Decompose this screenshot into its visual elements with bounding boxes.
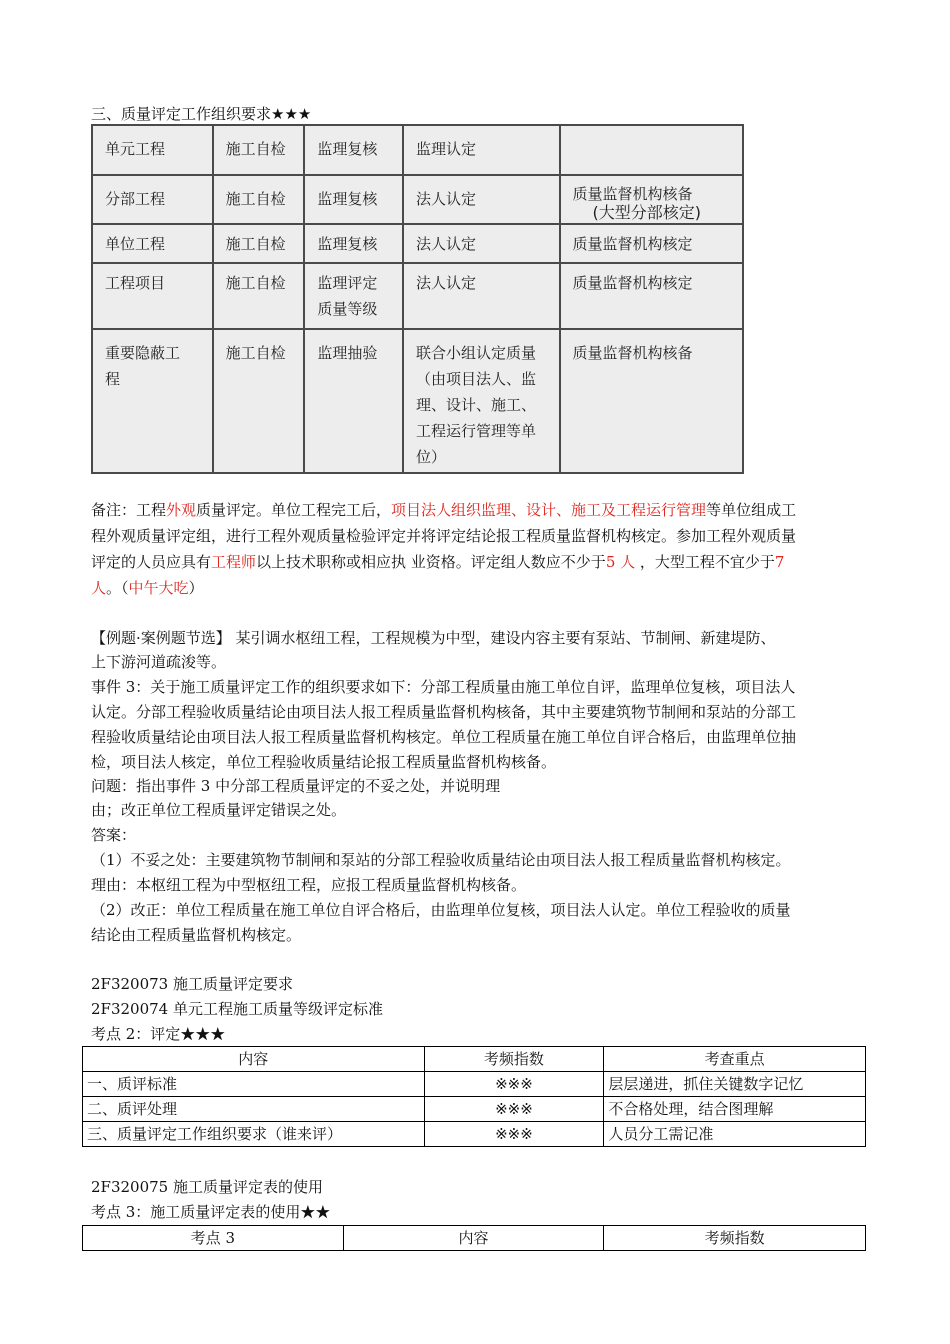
note-text: 等单位组成工: [706, 501, 797, 519]
column-header: 内容: [343, 1226, 604, 1251]
note-highlight: 中午大吃: [128, 579, 189, 597]
section-title: 三、质量评定工作组织要求★★★: [91, 105, 312, 123]
table-cell: 监理复核: [304, 125, 403, 175]
cell-text: 联合小组认定质量: [416, 344, 537, 362]
table-cell: 一、质评标准: [83, 1072, 425, 1097]
table-cell: 施工自检: [213, 175, 305, 224]
example-line: 上下游河道疏浚等。: [91, 653, 227, 671]
table-cell: ※※※: [424, 1097, 604, 1122]
table-cell: 监理复核: [304, 224, 403, 263]
example-line: 结论由工程质量监督机构核定。: [91, 926, 302, 944]
table-row: [83, 1097, 866, 1122]
organization-requirements-table: [91, 124, 744, 474]
cell-note: (大型分部核定): [592, 203, 702, 222]
cell-text: 重要隐蔽工: [105, 344, 181, 362]
column-header: 内容: [83, 1047, 425, 1072]
kp2-title: 考点 2：评定★★★: [91, 1025, 226, 1043]
cell-text: 监理评定: [317, 274, 378, 292]
note-highlight: 5 人: [605, 553, 636, 571]
table-cell: 监理复核: [304, 175, 403, 224]
table-cell: 法人认定: [403, 175, 560, 224]
table-cell: 施工自检: [213, 125, 305, 175]
note-line: 程外观质量评定组，进行工程外观质量检验评定并将评定结论报工程质量监督机构核定。参加工程外观质量: [91, 527, 797, 545]
cell-text: 质量等级: [317, 300, 378, 318]
kp2-table: [82, 1046, 866, 1147]
table-cell: [560, 125, 743, 175]
table-row: [83, 1072, 866, 1097]
column-header: 考频指数: [424, 1047, 604, 1072]
note-highlight: 工程师: [211, 553, 257, 571]
column-header: 考点 3: [83, 1226, 344, 1251]
example-line: 答案：: [91, 826, 137, 844]
table-cell: ※※※: [424, 1122, 604, 1147]
note-text: 质量评定。单位工程完工后，: [196, 501, 392, 519]
note-text: 。（: [106, 579, 129, 597]
example-line: 问题：指出事件 3 中分部工程质量评定的不妥之处，并说明理: [91, 777, 501, 795]
table-cell: [304, 263, 403, 329]
table-cell: [403, 329, 560, 473]
table-cell: ※※※: [424, 1072, 604, 1097]
table-cell: 分部工程: [92, 175, 213, 224]
table-header-row: [83, 1226, 866, 1251]
table-cell: [92, 329, 213, 473]
note-highlight: 人: [91, 579, 107, 597]
section-heading: 2F320074 单元工程施工质量等级评定标准: [91, 1000, 383, 1018]
example-line: 由；改正单位工程质量评定错误之处。: [91, 801, 347, 819]
table-cell: 监理抽验: [304, 329, 403, 473]
table-cell: 三、质量评定工作组织要求（谁来评）: [83, 1122, 425, 1147]
cell-text: 位）: [416, 448, 447, 466]
column-header: 考查重点: [604, 1047, 866, 1072]
example-line: 事件 3：关于施工质量评定工作的组织要求如下：分部工程质量由施工单位自评，监理单位复核，项目法人: [91, 678, 796, 696]
table-cell: 施工自检: [213, 263, 305, 329]
example-line: （2）改正：单位工程质量在施工单位自评合格后，由监理单位复核，项目法人认定。单位工程验收的质量: [91, 901, 791, 919]
table-cell: 人员分工需记准: [604, 1122, 866, 1147]
table-cell: 质量监督机构核定: [560, 224, 743, 263]
cell-text: （由项目法人、监: [416, 370, 537, 388]
cell-text: 质量监督机构核备: [572, 185, 693, 203]
table-cell: [560, 175, 743, 224]
note-highlight: 外观: [166, 501, 197, 519]
table-cell: 法人认定: [403, 263, 560, 329]
table-cell: 质量监督机构核定: [560, 263, 743, 329]
table-row: [92, 224, 743, 263]
example-line: 认定。分部工程验收质量结论由项目法人报工程质量监督机构核备，其中主要建筑物节制闸和泵站的分部工: [91, 703, 797, 721]
table-cell: 法人认定: [403, 224, 560, 263]
cell-text: 工程运行管理等单: [416, 422, 537, 440]
table-cell: 层层递进，抓住关键数字记忆: [604, 1072, 866, 1097]
example-line: 程验收质量结论由项目法人报工程质量监督机构核定。单位工程质量在施工单位自评合格后，由监理单位抽: [91, 728, 797, 746]
example-line: 【例题·案例题节选】 某引调水枢纽工程，工程规模为中型，建设内容主要有泵站、节制闸、新建堤防、: [91, 629, 776, 647]
column-header: 考频指数: [604, 1226, 866, 1251]
note-highlight: 项目法人组织监理、设计、施工及工程运行管理: [391, 501, 707, 519]
table-cell: 质量监督机构核备: [560, 329, 743, 473]
table-row: [92, 175, 743, 224]
kp3-table: [82, 1225, 866, 1251]
table-cell: 施工自检: [213, 224, 305, 263]
section-heading: 2F320075 施工质量评定表的使用: [91, 1178, 323, 1196]
table-row: [92, 125, 743, 175]
note-text: 评定的人员应具有: [91, 553, 212, 571]
table-row: [92, 329, 743, 473]
table-cell: 二、质评处理: [83, 1097, 425, 1122]
note-line: [91, 578, 204, 598]
example-line: （1）不妥之处：主要建筑物节制闸和泵站的分部工程验收质量结论由项目法人报工程质量监督机构核定。: [91, 851, 791, 869]
note-highlight: 7: [774, 553, 785, 571]
cell-text: 程: [105, 370, 121, 388]
kp3-title: 考点 3：施工质量评定表的使用★★: [91, 1203, 331, 1221]
note-text: ，大型工程不宜少于: [635, 553, 775, 571]
table-cell: 监理认定: [403, 125, 560, 175]
note-line: [91, 552, 784, 572]
table-cell: 工程项目: [92, 263, 213, 329]
note-line: [91, 500, 796, 520]
section-heading: 2F320073 施工质量评定要求: [91, 975, 293, 993]
example-line: 理由：本枢纽工程为中型枢纽工程，应报工程质量监督机构核备。: [91, 876, 527, 894]
cell-text: 理、设计、施工、: [416, 396, 537, 414]
table-cell: 施工自检: [213, 329, 305, 473]
note-text: ）: [188, 579, 204, 597]
note-text: 以上技术职称或相应执 业资格。评定组人数应不少于: [256, 553, 606, 571]
table-cell: 单位工程: [92, 224, 213, 263]
table-cell: 单元工程: [92, 125, 213, 175]
table-row: [92, 263, 743, 329]
table-cell: 不合格处理，结合图理解: [604, 1097, 866, 1122]
example-line: 检，项目法人核定，单位工程验收质量结论报工程质量监督机构核备。: [91, 753, 557, 771]
note-text: 备注：工程: [91, 501, 167, 519]
table-row: [83, 1122, 866, 1147]
table-header-row: [83, 1047, 866, 1072]
